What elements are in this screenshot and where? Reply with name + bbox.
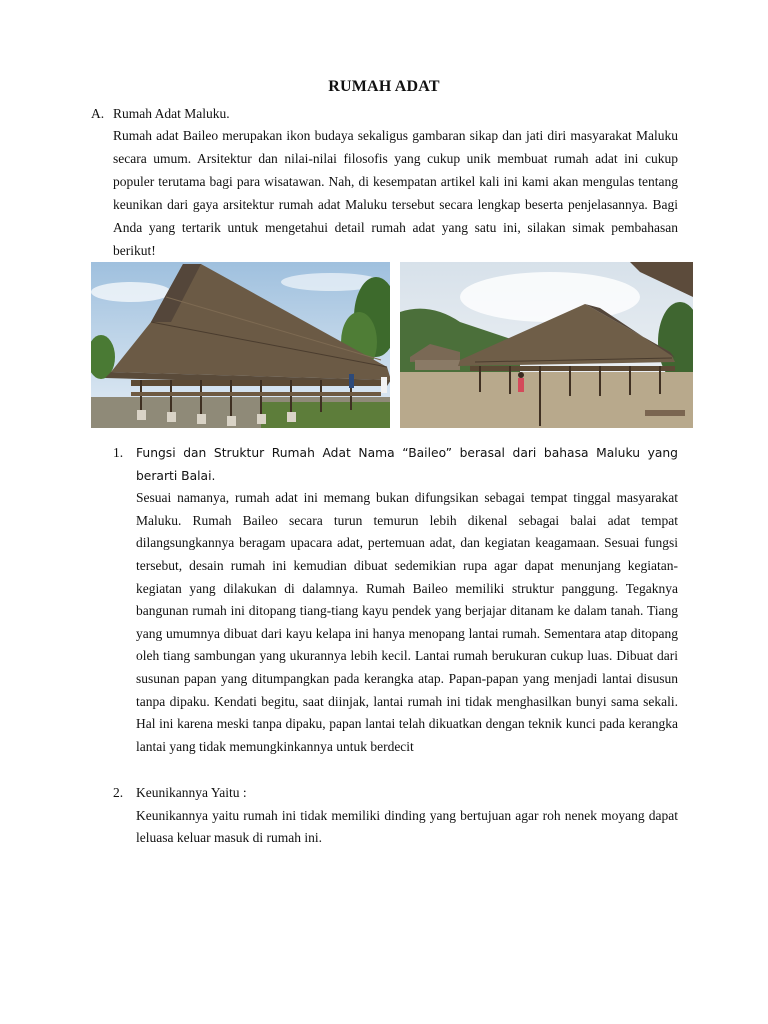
baileo-photo-left (91, 262, 390, 428)
list-item-number: 2. (113, 785, 124, 800)
section-letter: A. (91, 106, 105, 121)
list-item-2 (113, 782, 678, 850)
list-item-body: Keunikannya yaitu rumah ini tidak memiliki dinding yang bertujuan agar roh nenek moyang dapat leluasa keluar masuk di rumah ini. (136, 807, 678, 846)
list-item-body: Sesuai namanya, rumah adat ini memang bukan difungsikan sebagai tempat tinggal masyarakat Maluku. Rumah Baileo secara turun temurun lebih dikenal sebagai balai adat tempat dilangsungkannya beragam upacara adat, pertemuan adat, dan kegiatan keagamaan. Sesuai fungsi tersebut, desain rumah ini kemudian dibuat sedemikian rupa agar dapat menunjang kegiatan-kegiatan yang dilakukan di dalamnya. Rumah Baileo memiliki struktur panggung. Tegaknya bangunan rumah ini ditopang tiang-tiang kayu pendek yang berjajar ditanam ke dalam tanah. Tiang yang umumnya dibuat dari kayu kelapa ini hanya menopang lantai rumah. Sementara atap ditopang oleh tiang sambungan yang ukurannya lebih kecil. Lantai rumah berukuran cukup luas. Dibuat dari susunan papan yang ditumpangkan pada kerangka atap. Papan-papan yang menjadi lantai disusun tanpa dipaku. Kendati begitu, saat diinjak, lantai rumah ini tidak menghasilkan bunyi sama sekali. Hal ini karena meski tanpa dipaku, papan lantai telah dikuatkan dengan teknik kunci pada kerangka lantai yang tidak memungkinkannya untuk berdecit (136, 490, 678, 754)
section-title: Rumah Adat Maluku. (113, 106, 230, 121)
list-item-1 (113, 442, 678, 758)
baileo-photo-right (400, 262, 693, 428)
intro-paragraph: Rumah adat Baileo merupakan ikon budaya sekaligus gambaran sikap dan jati diri masyarakat Maluku secara umum. Arsitektur dan nilai-nilai filosofis yang cukup unik membuat rumah adat ini cukup populer terutama bagi para wisatawan. Nah, di kesempatan artikel kali ini kami akan mengulas tentang keunikan dari gaya arsitektur rumah adat Maluku tersebut secara lengkap beserta penjelasannya. Bagi Anda yang tertarik untuk mengetahui detail rumah adat yang satu ini, silakan simak pembahasan berikut! (113, 128, 678, 258)
document-title: RUMAH ADAT (328, 78, 440, 95)
section-heading (91, 104, 230, 124)
list-item-heading: Fungsi dan Struktur Rumah Adat Nama “Baileo” berasal dari bahasa Maluku yang berarti Balai. (136, 446, 678, 483)
list-item-heading: Keunikannya Yaitu : (136, 785, 247, 800)
list-item-number: 1. (113, 445, 124, 460)
